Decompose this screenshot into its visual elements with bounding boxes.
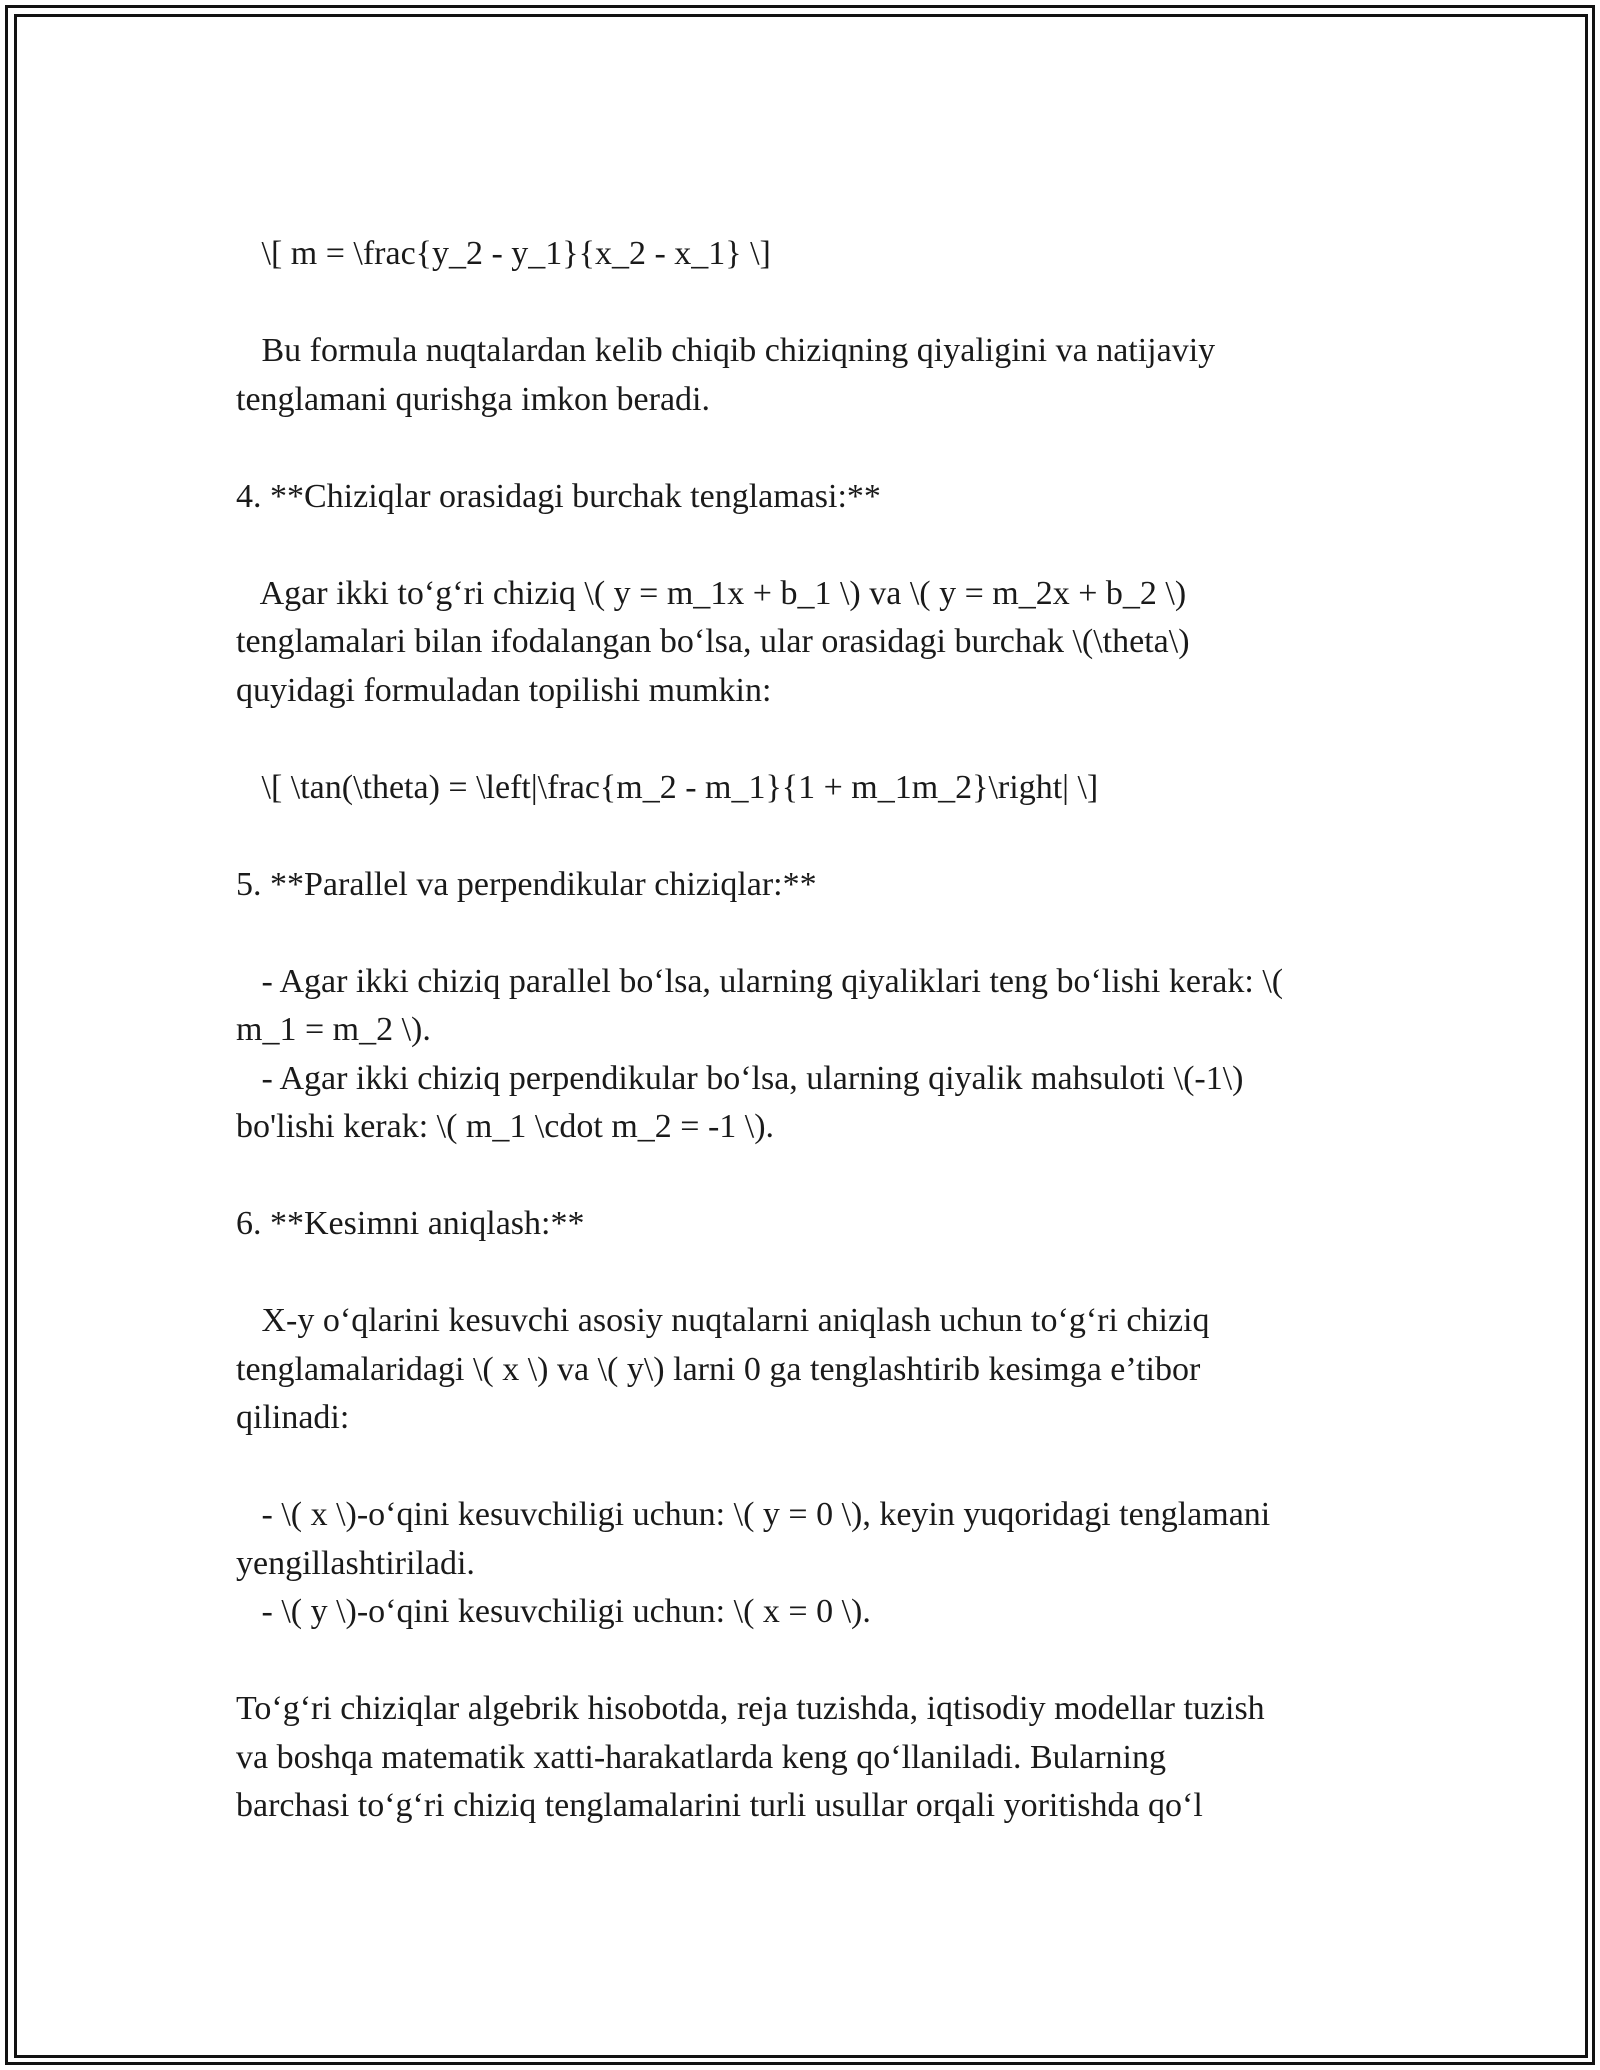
text-line: barchasi to‘g‘ri chiziq tenglamalarini turli usullar orqali yoritishda qo‘l — [236, 1787, 1203, 1824]
blank-line — [236, 909, 1366, 958]
text-line: Agar ikki to‘g‘ri chiziq \( y = m_1x + b_1 \) va \( y = m_2x + b_2 \) — [236, 574, 1187, 612]
text-line: tenglamalari bilan ifodalangan bo‘lsa, ular orasidagi burchak \(\theta\) — [236, 623, 1190, 660]
blank-line — [236, 521, 1366, 570]
text-line: tenglamani qurishga imkon beradi. — [236, 380, 710, 418]
list-item: - \( x \)-o‘qini kesuvchiligi uchun: \( y = 0 \), keyin yuqoridagi tenglamani — [236, 1496, 1271, 1533]
list-item: - Agar ikki chiziq perpendikular bo‘lsa, ularning qiyalik mahsuloti \(-1\) — [236, 1059, 1244, 1097]
text-line: yengillashtiriladi. — [236, 1544, 475, 1582]
formula-line: \[ \tan(\theta) = \left|\frac{m_2 - m_1}{1 + m_1m_2}\right| \] — [236, 768, 1099, 806]
blank-line — [236, 715, 1366, 764]
blank-line — [236, 812, 1366, 861]
text-line: quyidagi formuladan topilishi mumkin: — [236, 671, 772, 709]
blank-line — [236, 424, 1366, 473]
text-line: m_1 = m_2 \). — [236, 1011, 431, 1048]
document-body — [236, 230, 1366, 1831]
section-heading: 5. **Parallel va perpendikular chiziqlar:** — [236, 865, 817, 903]
blank-line — [236, 1249, 1366, 1298]
formula-line: \[ m = \frac{y_2 - y_1}{x_2 - x_1} \] — [236, 235, 771, 272]
text-line: bo'lishi kerak: \( m_1 \cdot m_2 = -1 \). — [236, 1108, 775, 1145]
list-item: - \( y \)-o‘qini kesuvchiligi uchun: \( x = 0 \). — [236, 1593, 871, 1630]
section-heading: 6. **Kesimni aniqlash:** — [236, 1205, 585, 1242]
text-line: X-y o‘qlarini kesuvchi asosiy nuqtalarni aniqlash uchun to‘g‘ri chiziq — [236, 1302, 1210, 1339]
blank-line — [236, 1637, 1366, 1686]
blank-line — [236, 279, 1366, 328]
blank-line — [236, 1443, 1366, 1492]
text-line: Bu formula nuqtalardan kelib chiqib chiziqning qiyaligini va natijaviy — [236, 332, 1216, 369]
list-item: - Agar ikki chiziq parallel bo‘lsa, ularning qiyaliklari teng bo‘lishi kerak: \( — [236, 962, 1284, 1000]
text-line: va boshqa matematik xatti-harakatlarda keng qo‘llaniladi. Bularning — [236, 1738, 1166, 1776]
text-line: qilinadi: — [236, 1399, 350, 1436]
text-line: tenglamalaridagi \( x \) va \( y\) larni 0 ga tenglashtirib kesimga e’tibor — [236, 1350, 1201, 1388]
text-line: To‘g‘ri chiziqlar algebrik hisobotda, reja tuzishda, iqtisodiy modellar tuzish — [236, 1690, 1265, 1727]
section-heading: 4. **Chiziqlar orasidagi burchak tenglamasi:** — [236, 477, 881, 515]
blank-line — [236, 1152, 1366, 1201]
